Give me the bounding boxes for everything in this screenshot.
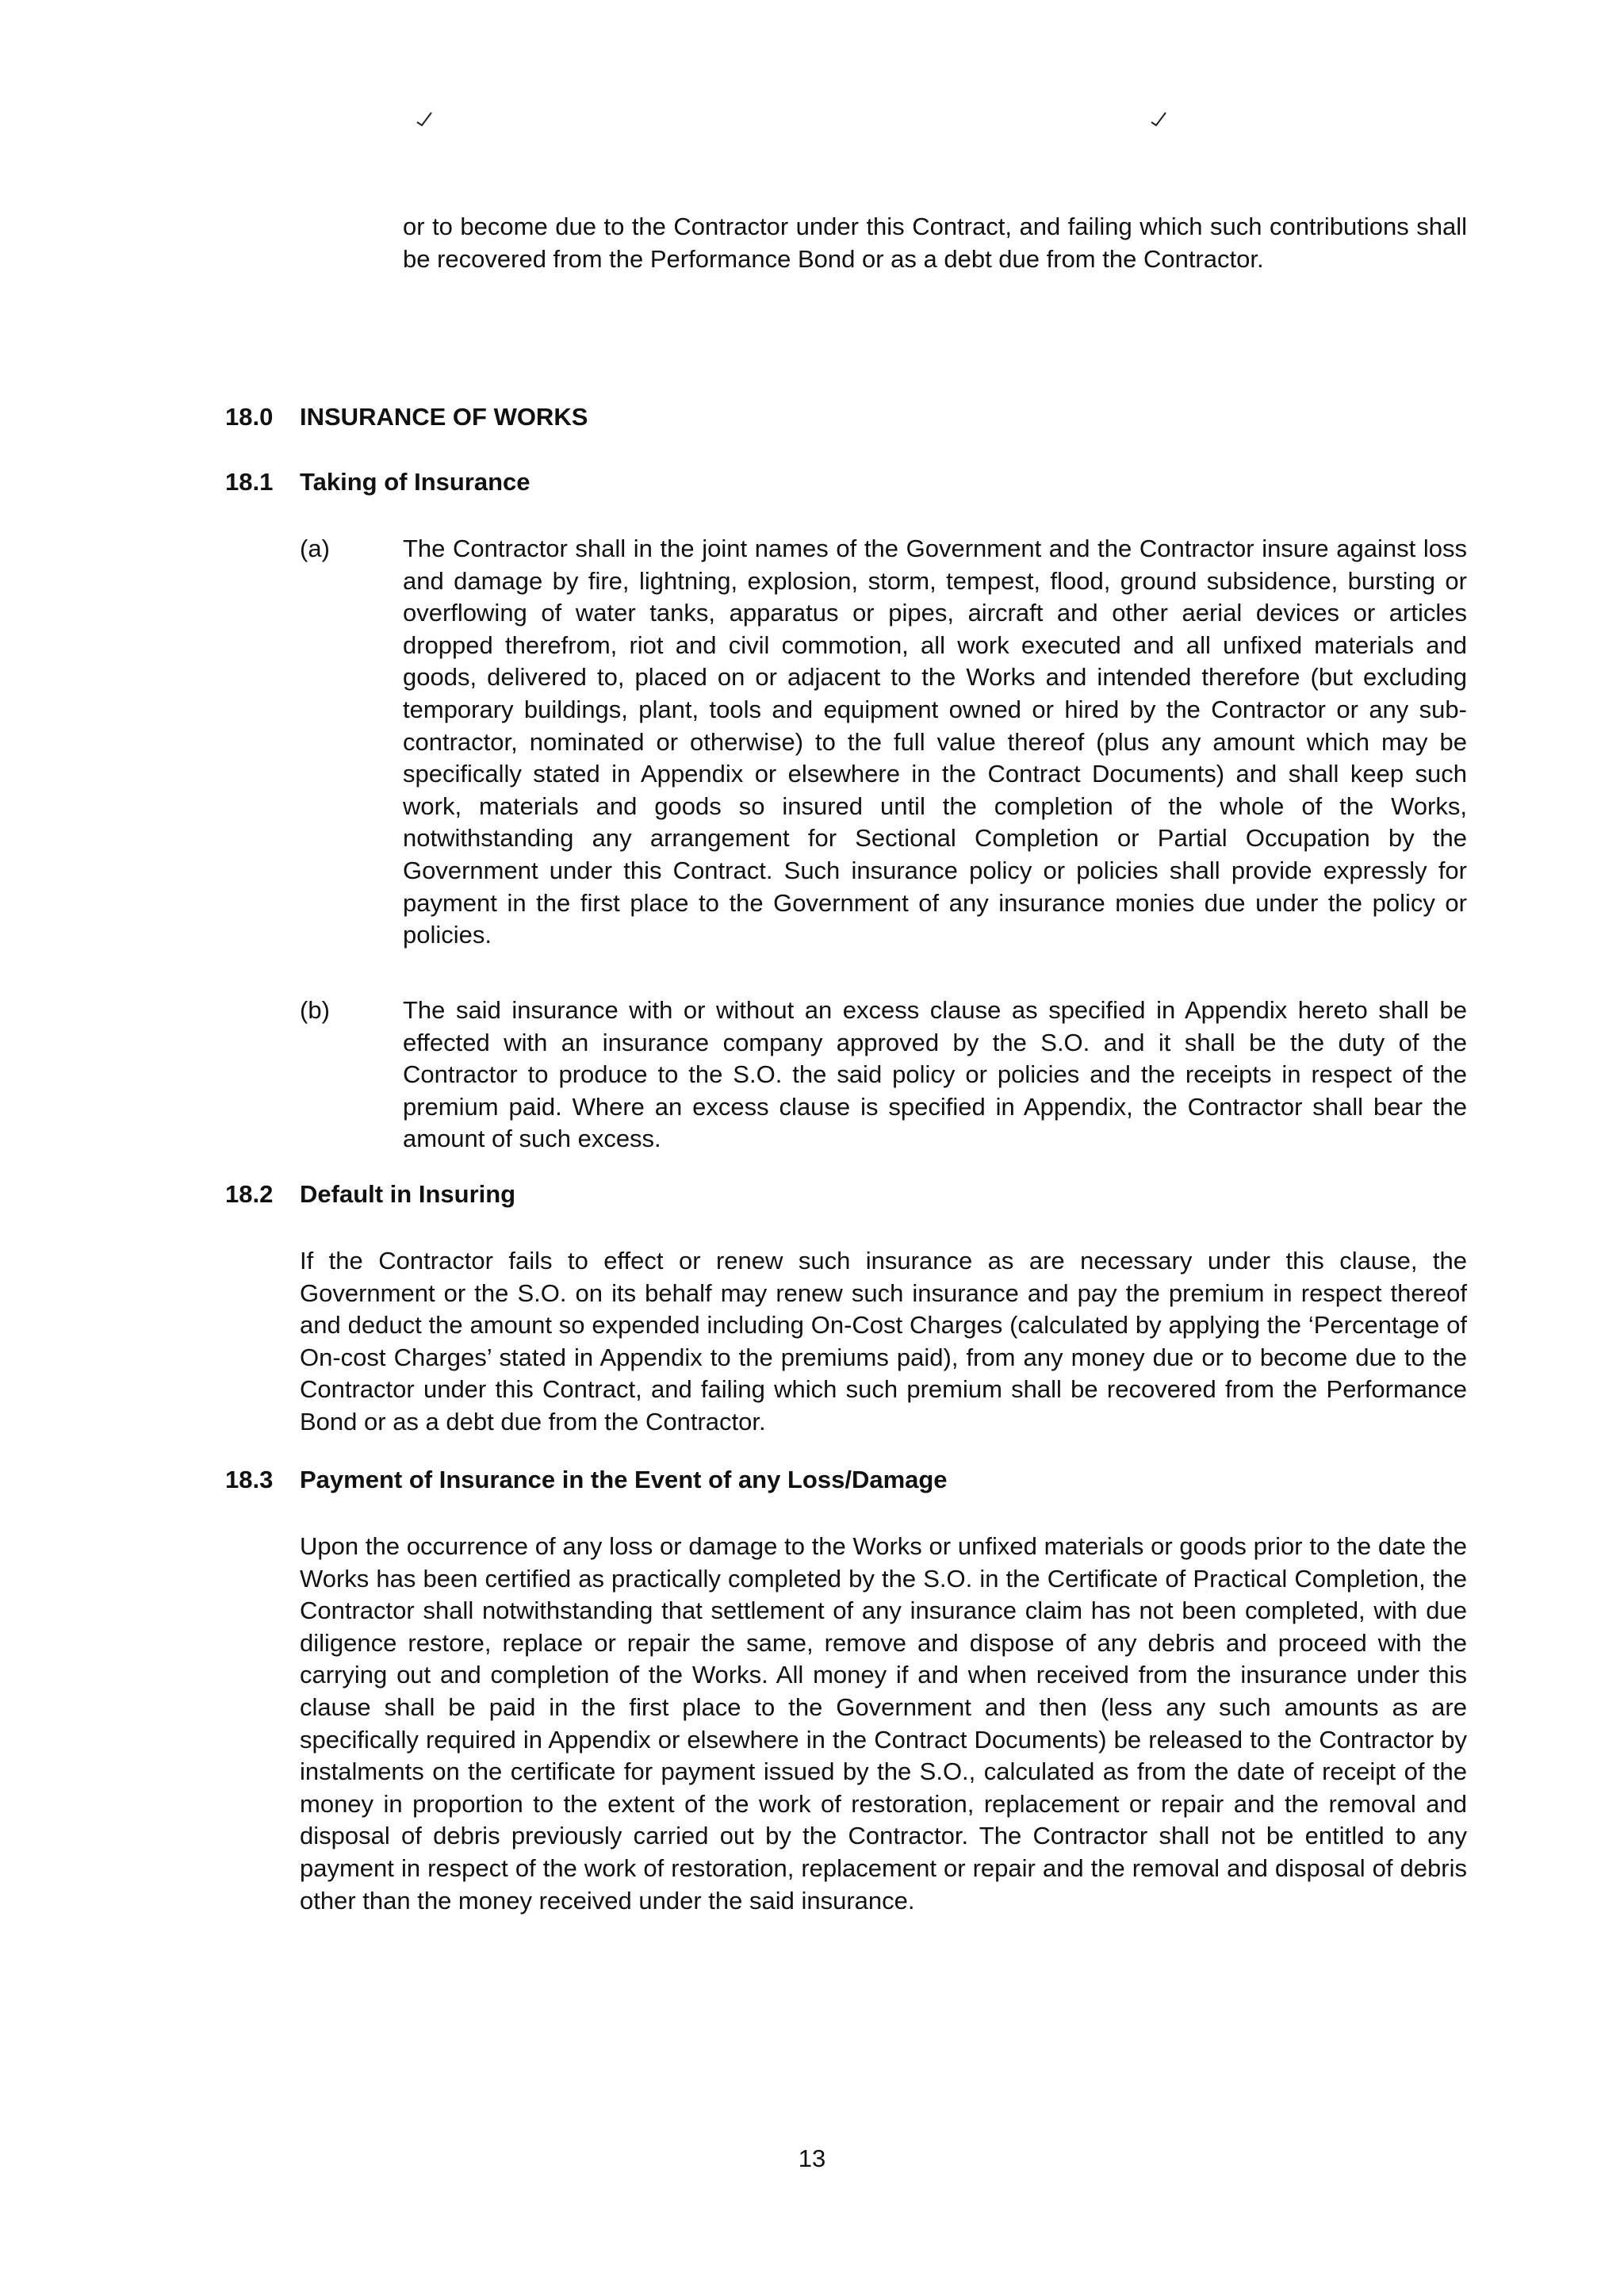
- section-heading: Payment of Insurance in the Event of any Loss/Damage: [300, 1466, 948, 1493]
- continuation-paragraph: or to become due to the Contractor under this Contract, and failing which such contributions shall be recovered from the Performance Bond or as a debt due from the Contractor.: [403, 213, 1467, 273]
- section-heading: Default in Insuring: [300, 1180, 516, 1208]
- page-number: 13: [798, 2145, 826, 2172]
- section-heading: INSURANCE OF WORKS: [300, 403, 588, 431]
- section-paragraph: Upon the occurrence of any loss or damage to the Works or unfixed materials or goods prior to the date the Works has been certified as practically completed by the S.O. in the Certificate of Practical Completion, the Contractor shall notwithstanding that settlement of any insurance claim has not been completed, with due diligence restore, replace or repair the same, remove and dispose of any debris and proceed with the carrying out and completion of the Works. All money if and when received from the insurance under this clause shall be paid in the first place to the Government and then (less any such amounts as are specifically required in Appendix or elsewhere in the Contract Documents) be released to the Contractor by instalments on the certificate for payment issued by the S.O., calculated as from the date of receipt of the money in proportion to the extent of the work of restoration, replacement or repair and the removal and disposal of debris previously carried out by the Contractor. The Contractor shall not be entitled to any payment in respect of the work of restoration, replacement or repair and the removal and disposal of debris other than the money received under the said insurance.: [300, 1532, 1467, 1915]
- section-number: 18.0: [225, 403, 274, 431]
- section-heading: Taking of Insurance: [300, 468, 530, 496]
- tick-mark-icon: [1150, 109, 1167, 127]
- item-label: (a): [300, 535, 330, 562]
- section-paragraph: If the Contractor fails to effect or renew such insurance as are necessary under this clause, the Government or the S.O. on its behalf may renew such insurance and pay the premium in respect thereof and deduct the amount so expended including On-Cost Charges (calculated by applying the ‘Percentage of On-cost Charges’ stated in Appendix to the premiums paid), from any money due or to become due to the Contractor under this Contract, and failing which such premium shall be recovered from the Performance Bond or as a debt due from the Contractor.: [300, 1247, 1467, 1435]
- item-paragraph: The said insurance with or without an excess clause as specified in Appendix hereto shall be effected with an insurance company approved by the S.O. and it shall be the duty of the Contractor to produce to the S.O. the said policy or policies and the receipts in respect of the premium paid. Where an excess clause is specified in Appendix, the Contractor shall bear the amount of such excess.: [403, 996, 1467, 1153]
- tick-mark-icon: [416, 109, 433, 127]
- item-label: (b): [300, 996, 330, 1024]
- section-number: 18.2: [225, 1180, 274, 1208]
- item-paragraph: The Contractor shall in the joint names of the Government and the Contractor insure against loss and damage by fire, lightning, explosion, storm, tempest, flood, ground subsidence, bursting or overflowing of water tanks, apparatus or pipes, aircraft and other aerial devices or articles dropped therefrom, riot and civil commotion, all work executed and all unfixed materials and goods, delivered to, placed on or adjacent to the Works and intended therefore (but excluding temporary buildings, plant, tools and equipment owned or hired by the Contractor or any sub-contractor, nominated or otherwise) to the full value thereof (plus any amount which may be specifically stated in Appendix or elsewhere in the Contract Documents) and shall keep such work, materials and goods so insured until the completion of the whole of the Works, notwithstanding any arrangement for Sectional Completion or Partial Occupation by the Government under this Contract. Such insurance policy or policies shall provide expressly for payment in the first place to the Government of any insurance monies due under the policy or policies.: [403, 535, 1467, 949]
- section-number: 18.3: [225, 1466, 274, 1493]
- section-number: 18.1: [225, 468, 274, 496]
